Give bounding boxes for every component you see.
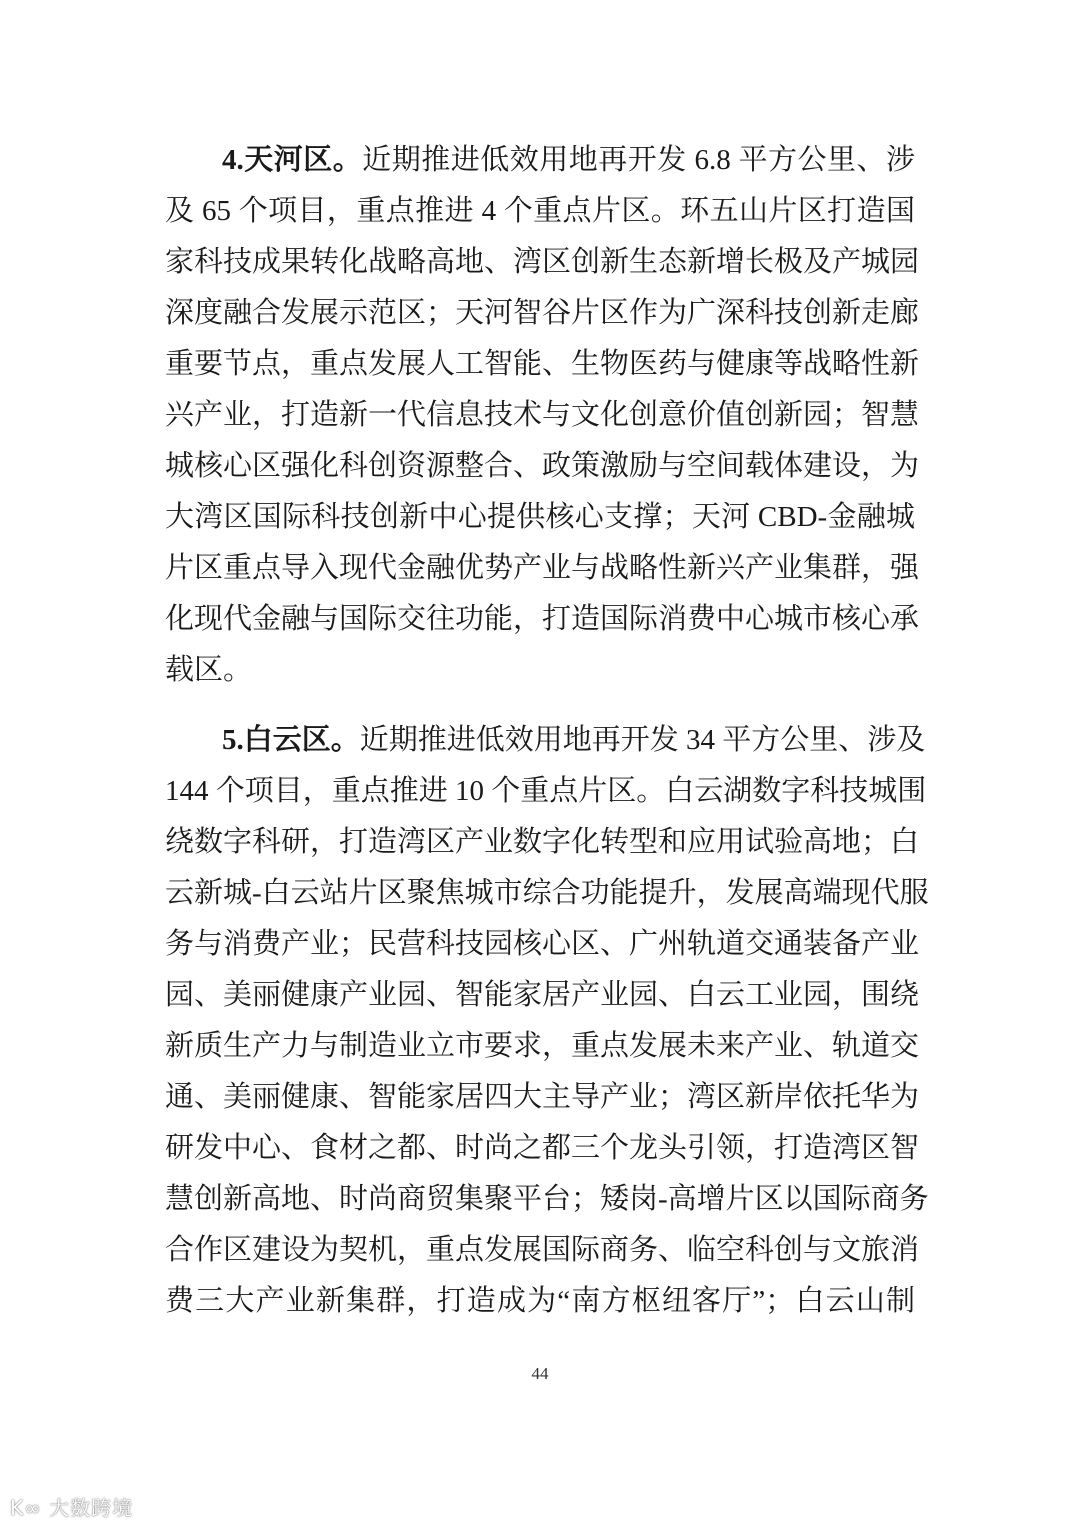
text-line (165, 186, 915, 237)
watermark-text: 大数跨境 (49, 1496, 134, 1520)
text-line (165, 441, 920, 492)
text-line (165, 492, 915, 543)
line-text: 务与消费产业；民营科技园核心区、广州轨道交通装备产业 (165, 928, 920, 960)
line-text: 大湾区国际科技创新中心提供核心支撑；天河 CBD-金融城 (165, 501, 915, 533)
line-text: 近期推进低效用地再开发 34 平方公里、涉及 (359, 724, 926, 756)
line-text: 新质生产力与制造业立市要求，重点发展未来产业、轨道交 (165, 1030, 920, 1062)
text-line (165, 1021, 920, 1072)
text-line (165, 645, 915, 696)
text-line (165, 1123, 920, 1174)
section-heading: 4.天河区。 (222, 144, 363, 176)
line-text: 片区重点导入现代金融优势产业与战略性新兴产业集群，强 (165, 552, 920, 584)
text-line (165, 1174, 929, 1225)
text-line (165, 1072, 920, 1123)
line-text: 云新城-白云站片区聚焦城市综合功能提升，发展高端现代服 (165, 877, 929, 909)
text-line (165, 543, 920, 594)
paragraph-tianhe (165, 135, 920, 696)
text-line (165, 868, 929, 919)
line-text: 慧创新高地、时尚商贸集聚平台；矮岗-高增片区以国际商务 (165, 1183, 929, 1215)
text-line (165, 970, 920, 1021)
text-line (165, 339, 920, 390)
text-line (165, 817, 920, 868)
text-line (165, 390, 920, 441)
line-text: 费三大产业新集群，打造成为“南方枢纽客厅”；白云山制 (165, 1285, 915, 1317)
line-text: 通、美丽健康、智能家居四大主导产业；湾区新岸依托华为 (165, 1081, 920, 1113)
text-line (165, 135, 915, 186)
section-heading: 5.白云区。 (222, 724, 360, 756)
line-text: 研发中心、食材之都、时尚之都三个龙头引领，打造湾区智 (165, 1132, 920, 1164)
line-text: 合作区建设为契机，重点发展国际商务、临空科创与文旅消 (165, 1234, 920, 1266)
line-text: 深度融合发展示范区；天河智谷片区作为广深科技创新走廊 (165, 297, 920, 329)
text-line (165, 237, 920, 288)
text-line (165, 1276, 915, 1327)
line-text: 重要节点，重点发展人工智能、生物医药与健康等战略性新 (165, 348, 920, 380)
line-text: 载区。 (165, 654, 253, 686)
page-number: 44 (531, 1364, 549, 1383)
line-text: 144 个项目，重点推进 10 个重点片区。白云湖数字科技城围 (165, 775, 927, 807)
line-text: 兴产业，打造新一代信息技术与文化创意价值创新园；智慧 (165, 399, 920, 431)
text-line (165, 766, 927, 817)
line-text: 家科技成果转化战略高地、湾区创新生态新增长极及产城园 (165, 246, 920, 278)
line-text: 城核心区强化科创资源整合、政策激励与空间载体建设，为 (165, 450, 920, 482)
line-text: 近期推进低效用地再开发 6.8 平方公里、涉 (362, 144, 915, 176)
text-line (165, 715, 926, 766)
watermark-logo-icon: K∞ (10, 1496, 50, 1520)
line-text: 及 65 个项目，重点推进 4 个重点片区。环五山片区打造国 (165, 195, 915, 227)
line-text: 绕数字科研，打造湾区产业数字化转型和应用试验高地；白 (165, 826, 920, 858)
line-text: 园、美丽健康产业园、智能家居产业园、白云工业园，围绕 (165, 979, 920, 1011)
paragraph-baiyun (165, 715, 929, 1327)
text-line (165, 594, 920, 645)
text-line (165, 1225, 920, 1276)
line-text: 化现代金融与国际交往功能，打造国际消费中心城市核心承 (165, 603, 920, 635)
watermark (10, 1492, 133, 1521)
text-line (165, 919, 920, 970)
text-line (165, 288, 920, 339)
